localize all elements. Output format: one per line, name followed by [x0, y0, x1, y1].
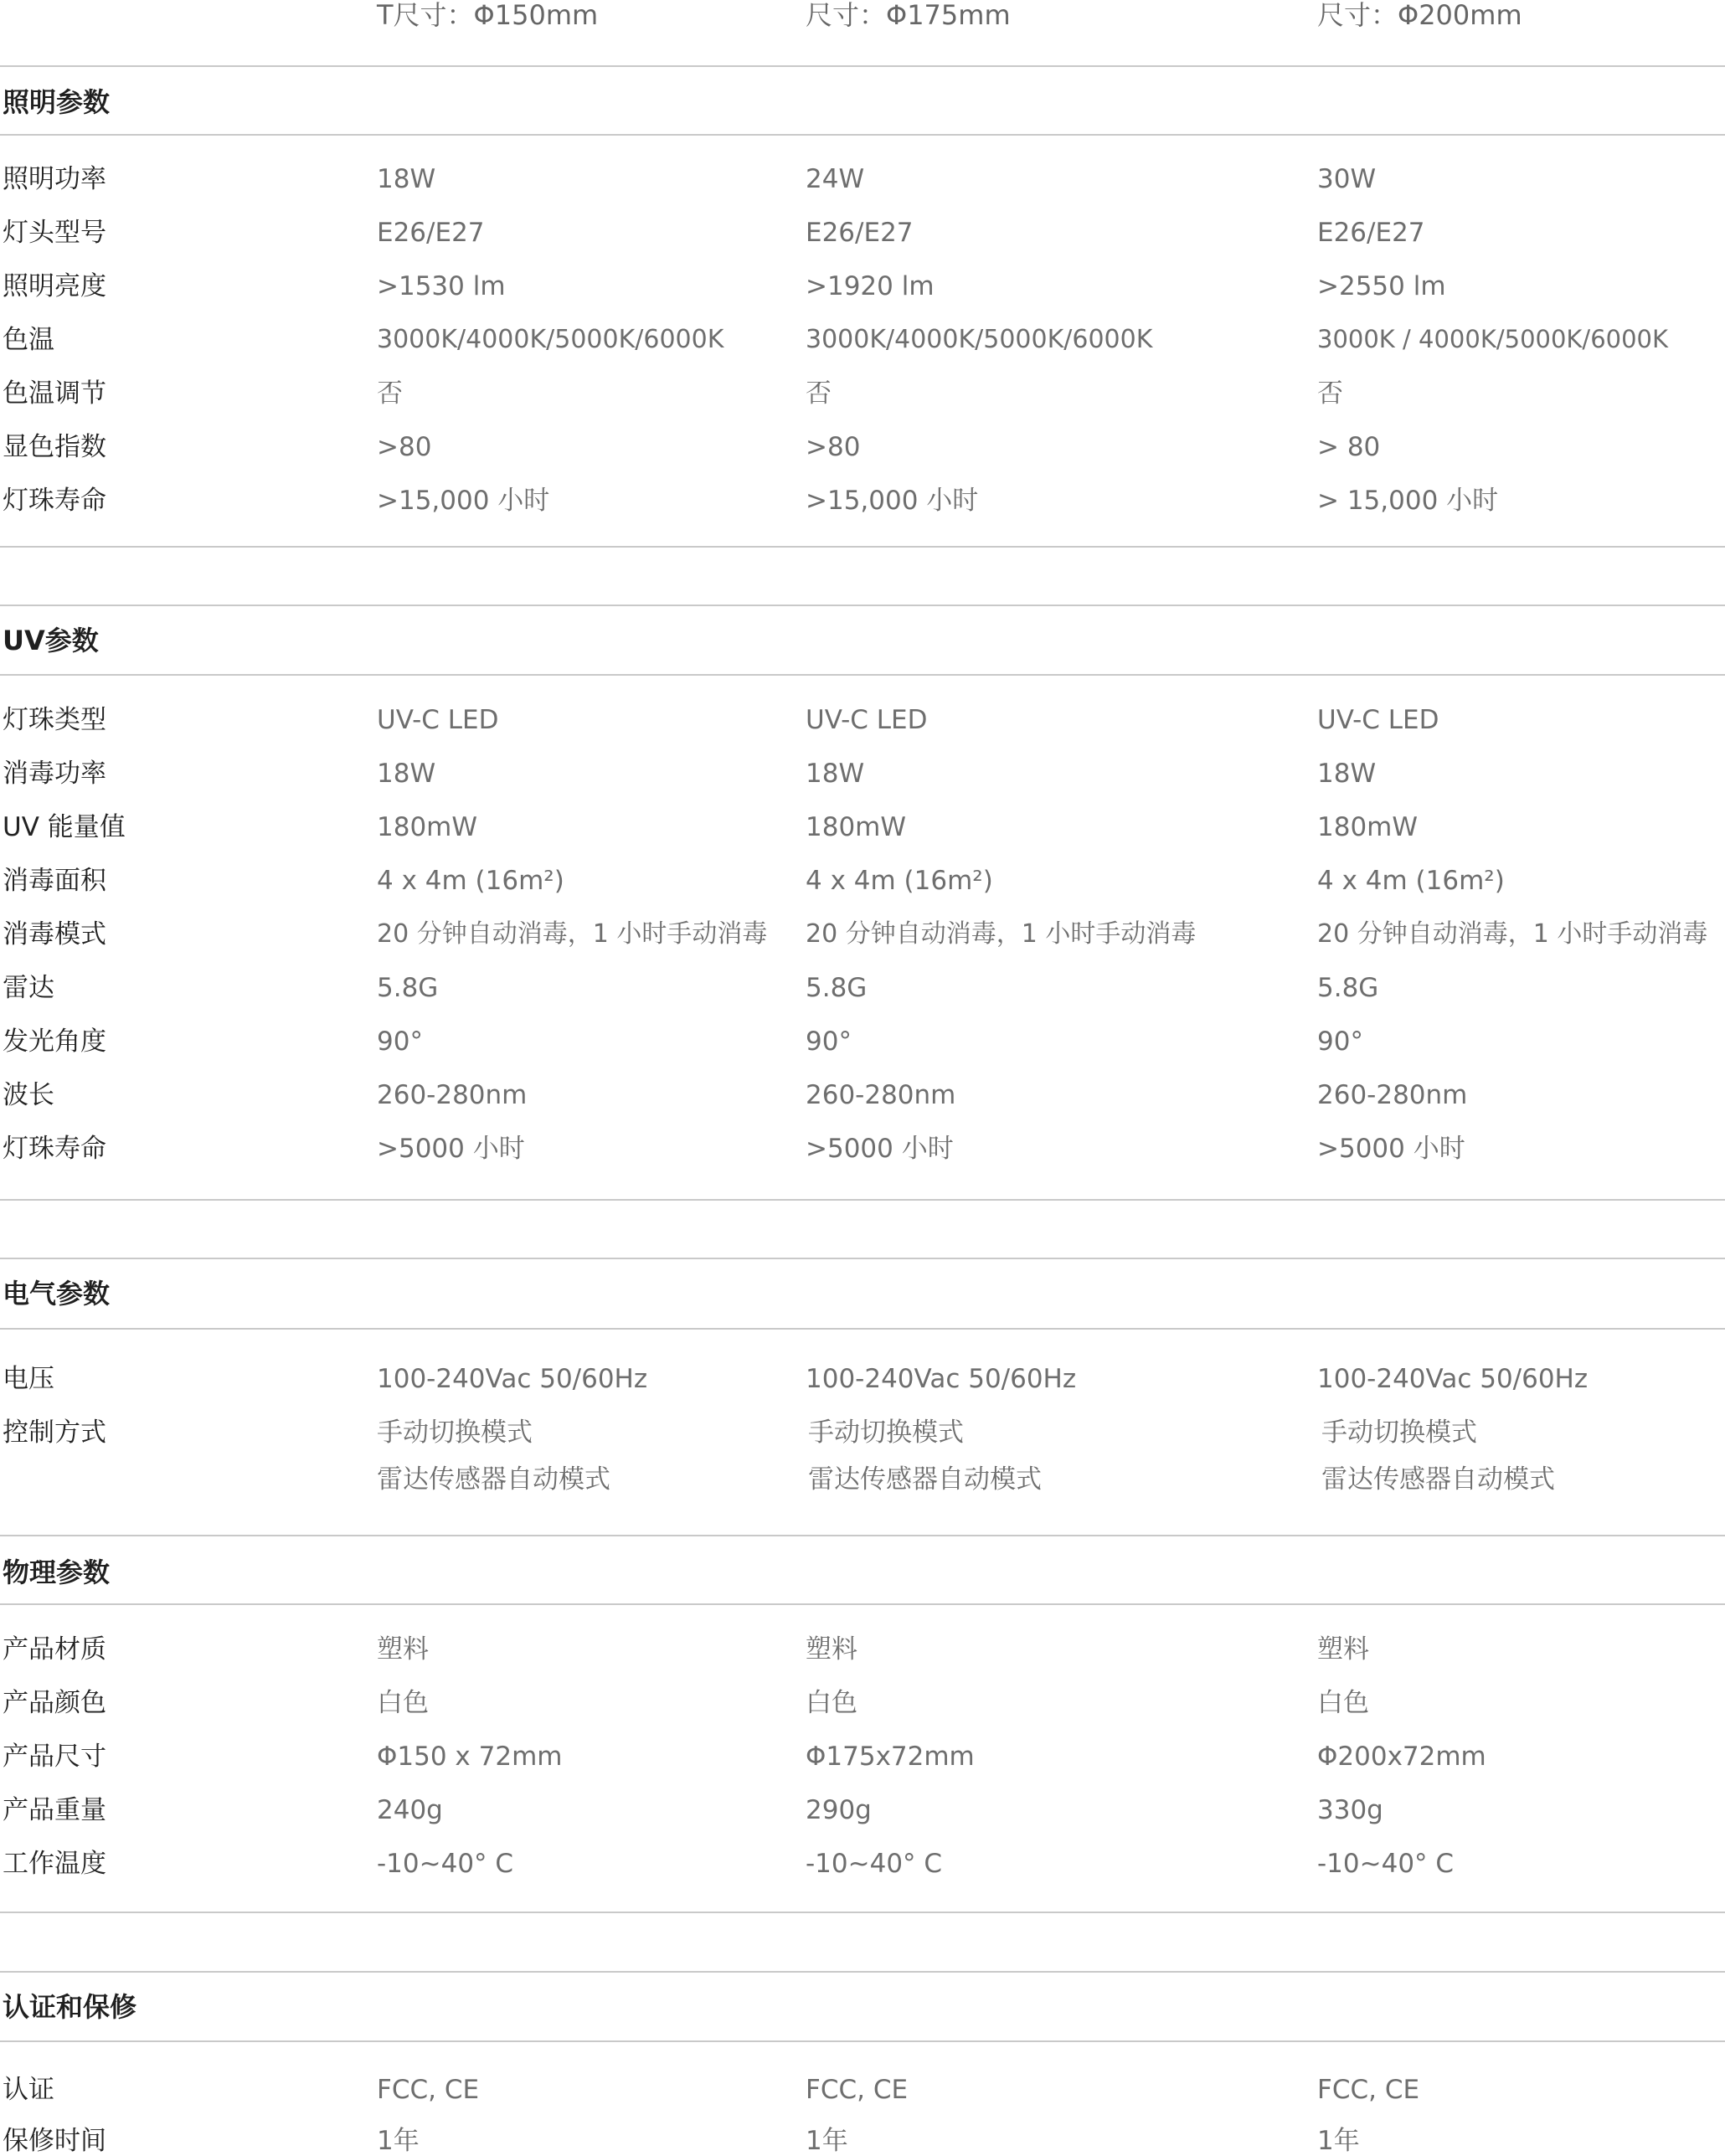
cell-value: 塑料	[806, 1634, 857, 1665]
cell-value: 4 x 4m (16m²)	[806, 866, 993, 896]
row-label: 照明功率	[3, 164, 106, 194]
cell-value: 90°	[1317, 1027, 1363, 1057]
row-label: 色温	[3, 325, 54, 355]
cell-value: E26/E27	[806, 218, 914, 248]
cell-value: 4 x 4m (16m²)	[377, 866, 564, 896]
cell-value: 18W	[1317, 759, 1377, 789]
section-title-certification: 认证和保修	[3, 1991, 137, 2023]
cell-value: Φ175x72mm	[806, 1742, 975, 1772]
row-label: 色温调节	[3, 378, 106, 409]
row-label: 保修时间	[3, 2126, 106, 2156]
cell-value: 雷达传感器自动模式	[377, 1464, 610, 1495]
cell-value: UV-C LED	[1317, 705, 1439, 735]
cell-value: 90°	[806, 1027, 852, 1057]
cell-value: 5.8G	[377, 973, 439, 1003]
row-label: 照明亮度	[3, 271, 106, 301]
row-label: 发光角度	[3, 1027, 106, 1057]
divider	[0, 134, 1725, 136]
row-label: 产品材质	[3, 1634, 106, 1665]
cell-value: 260-280nm	[1317, 1080, 1468, 1110]
cell-value: 白色	[377, 1688, 429, 1718]
cell-value: 否	[377, 378, 403, 409]
cell-value: 5.8G	[1317, 973, 1379, 1003]
cell-value: -10~40° C	[806, 1849, 943, 1879]
cell-value: 5.8G	[806, 973, 868, 1003]
cell-value: 180mW	[377, 812, 478, 842]
row-label: 灯珠寿命	[3, 1134, 106, 1164]
cell-value: 180mW	[806, 812, 907, 842]
divider	[0, 1199, 1725, 1201]
cell-value: 3000K/4000K/5000K/6000K	[377, 325, 724, 354]
section-title-uv: UV参数	[3, 625, 99, 656]
cell-value: 330g	[1317, 1795, 1383, 1825]
cell-value: 雷达传感器自动模式	[1321, 1464, 1555, 1495]
divider	[0, 674, 1725, 676]
cell-value: -10~40° C	[1317, 1849, 1455, 1879]
cell-value: 24W	[806, 164, 865, 194]
cell-value: >5000 小时	[1317, 1134, 1465, 1164]
cell-value: 白色	[1317, 1688, 1369, 1718]
divider	[0, 2040, 1725, 2042]
cell-value: Φ200x72mm	[1317, 1742, 1486, 1772]
cell-value: 20 分钟自动消毒，1 小时手动消毒	[377, 919, 768, 949]
cell-value: >15,000 小时	[377, 486, 550, 516]
divider	[0, 1258, 1725, 1259]
cell-value: E26/E27	[377, 218, 485, 248]
row-label: 产品重量	[3, 1795, 106, 1825]
row-label: 认证	[3, 2075, 54, 2105]
cell-value: 100-240Vac 50/60Hz	[806, 1364, 1077, 1394]
cell-value: >1530 lm	[377, 271, 506, 301]
cell-value: >2550 lm	[1317, 271, 1446, 301]
cell-value: Φ150 x 72mm	[377, 1742, 563, 1772]
cell-value: 4 x 4m (16m²)	[1317, 866, 1505, 896]
cell-value: -10~40° C	[377, 1849, 514, 1879]
divider	[0, 546, 1725, 548]
cell-value: 20 分钟自动消毒，1 小时手动消毒	[806, 919, 1197, 949]
row-label: 产品颜色	[3, 1688, 106, 1718]
cell-value: UV-C LED	[377, 705, 499, 735]
cell-value: E26/E27	[1317, 218, 1425, 248]
cell-value: 290g	[806, 1795, 872, 1825]
row-label: 显色指数	[3, 432, 106, 462]
column-header-175: 尺寸：Φ175mm	[806, 0, 1011, 31]
cell-value: 1年	[806, 2126, 848, 2156]
section-title-physical: 物理参数	[3, 1557, 111, 1588]
cell-value: >15,000 小时	[806, 486, 979, 516]
cell-value: UV-C LED	[806, 705, 928, 735]
row-label: 灯珠寿命	[3, 486, 106, 516]
cell-value: 180mW	[1317, 812, 1419, 842]
row-label: 灯头型号	[3, 218, 106, 248]
cell-value: 90°	[377, 1027, 423, 1057]
section-title-lighting: 照明参数	[3, 86, 111, 118]
row-label: 灯珠类型	[3, 705, 106, 735]
row-label: 工作温度	[3, 1849, 106, 1879]
divider	[0, 1603, 1725, 1605]
divider	[0, 1971, 1725, 1973]
row-label: 产品尺寸	[3, 1742, 106, 1772]
cell-value: 240g	[377, 1795, 443, 1825]
cell-value: 雷达传感器自动模式	[808, 1464, 1042, 1495]
section-title-electrical: 电气参数	[3, 1278, 111, 1310]
row-label: 消毒面积	[3, 866, 106, 896]
row-label: 控制方式	[3, 1418, 106, 1448]
cell-value: 20 分钟自动消毒，1 小时手动消毒	[1317, 919, 1708, 949]
cell-value: >5000 小时	[377, 1134, 525, 1164]
cell-value: 260-280nm	[377, 1080, 528, 1110]
cell-value: 否	[1317, 378, 1343, 409]
divider	[0, 1535, 1725, 1536]
cell-value: 手动切换模式	[377, 1418, 533, 1448]
column-header-150: T尺寸：Φ150mm	[377, 0, 599, 31]
divider	[0, 1328, 1725, 1330]
cell-value: > 80	[1317, 432, 1381, 462]
cell-value: 手动切换模式	[808, 1418, 964, 1448]
cell-value: >5000 小时	[806, 1134, 954, 1164]
cell-value: FCC, CE	[377, 2075, 480, 2105]
cell-value: 白色	[806, 1688, 857, 1718]
divider	[0, 605, 1725, 606]
cell-value: 否	[806, 378, 832, 409]
cell-value: >80	[377, 432, 432, 462]
cell-value: 3000K/4000K/5000K/6000K	[806, 325, 1153, 354]
cell-value: 100-240Vac 50/60Hz	[377, 1364, 648, 1394]
cell-value: 1年	[377, 2126, 420, 2156]
row-label: 消毒功率	[3, 759, 106, 789]
column-header-200: 尺寸：Φ200mm	[1317, 0, 1522, 31]
cell-value: >80	[806, 432, 861, 462]
divider	[0, 1912, 1725, 1913]
cell-value: 18W	[806, 759, 865, 789]
row-label: 电压	[3, 1364, 54, 1394]
row-label: 雷达	[3, 973, 54, 1003]
cell-value: 塑料	[1317, 1634, 1369, 1665]
cell-value: 30W	[1317, 164, 1377, 194]
cell-value: 18W	[377, 759, 436, 789]
cell-value: 手动切换模式	[1321, 1418, 1477, 1448]
row-label: 波长	[3, 1080, 54, 1110]
cell-value: 18W	[377, 164, 436, 194]
cell-value: FCC, CE	[806, 2075, 909, 2105]
cell-value: >1920 lm	[806, 271, 935, 301]
cell-value: 100-240Vac 50/60Hz	[1317, 1364, 1589, 1394]
cell-value: 塑料	[377, 1634, 429, 1665]
cell-value: 3000K / 4000K/5000K/6000K	[1317, 325, 1669, 353]
cell-value: 1年	[1317, 2126, 1360, 2156]
row-label: 消毒模式	[3, 919, 106, 949]
divider	[0, 65, 1725, 67]
row-label: UV 能量值	[3, 812, 126, 842]
cell-value: > 15,000 小时	[1317, 486, 1499, 516]
cell-value: FCC, CE	[1317, 2075, 1420, 2105]
cell-value: 260-280nm	[806, 1080, 956, 1110]
